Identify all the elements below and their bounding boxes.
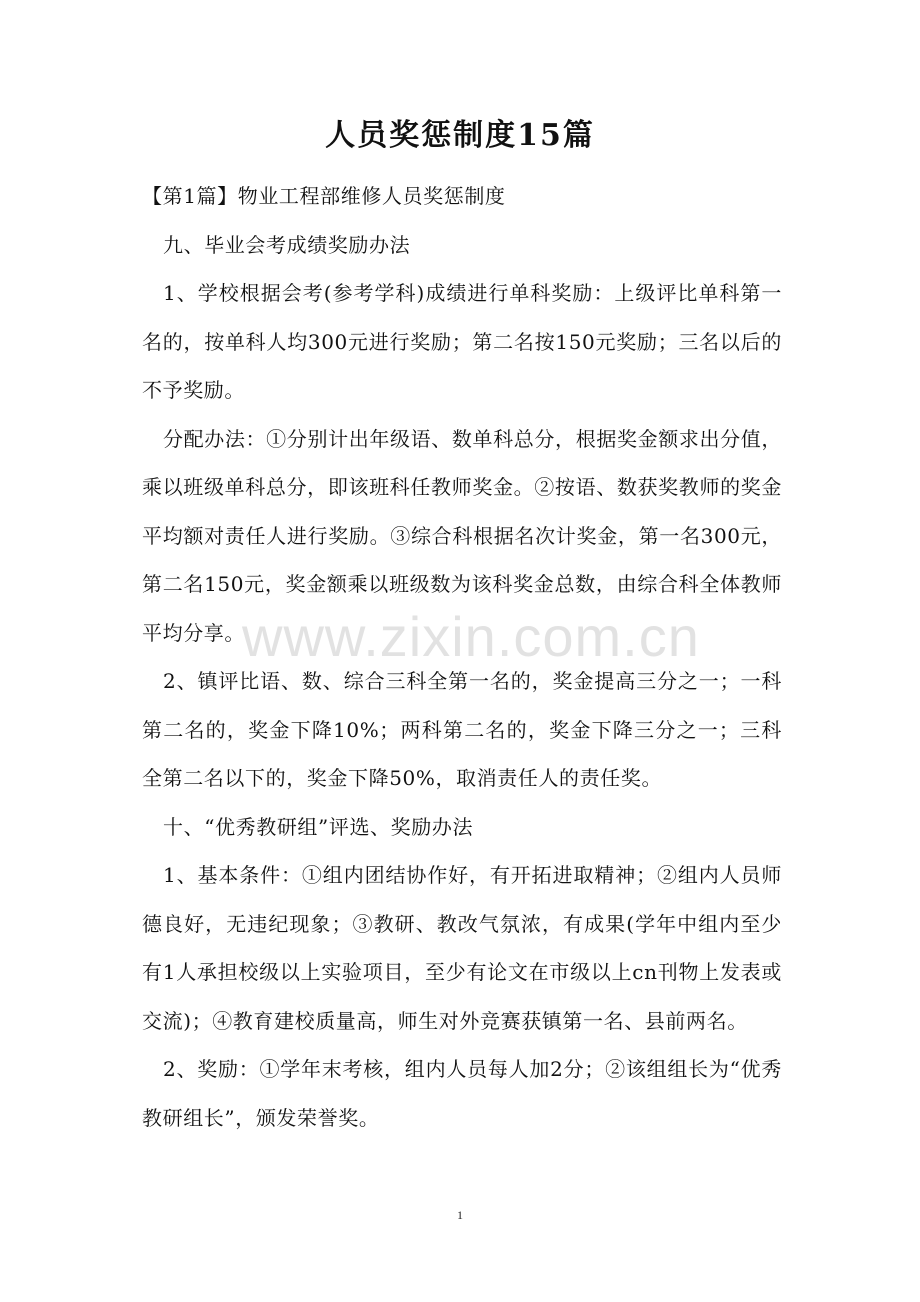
- paragraph: 1、基本条件：①组内团结协作好，有开拓进取精神；②组内人员师德良好，无违纪现象；③教研、教改气氛浓，有成果(学年中组内至少有1人承担校级以上实验项目，至少有论文在市级以上cn刊物上发表或交流)；④教育建校质量高，师生对外竞赛获镇第一名、县前两名。: [142, 863, 782, 1033]
- paragraph: 1、学校根据会考(参考学科)成绩进行单科奖励：上级评比单科第一名的，按单科人均300元进行奖励；第二名按150元奖励；三名以后的不予奖励。: [142, 281, 782, 402]
- paragraph: 2、镇评比语、数、综合三科全第一名的，奖金提高三分之一；一科第二名的，奖金下降10%；两科第二名的，奖金下降三分之一；三科全第二名以下的，奖金下降50%，取消责任人的责任奖。: [142, 669, 782, 790]
- page-number: 1: [457, 1208, 463, 1222]
- paragraph: 分配办法：①分别计出年级语、数单科总分，根据奖金额求出分值，乘以班级单科总分，即该班科任教师奖金。②按语、数获奖教师的奖金平均额对责任人进行奖励。③综合科根据名次计奖金，第一名300元，第二名150元，奖金额乘以班级数为该科奖金总数，由综合科全体教师平均分享。: [142, 426, 782, 645]
- section-heading: 【第1篇】物业工程部维修人员奖惩制度: [142, 184, 506, 208]
- paragraph: 十、“优秀教研组”评选、奖励办法: [163, 814, 474, 839]
- watermark: www.zixin.com.cn: [242, 605, 700, 668]
- paragraph: 九、毕业会考成绩奖励办法: [163, 232, 411, 257]
- paragraph: 2、奖励：①学年末考核，组内人员每人加2分；②该组组长为“优秀教研组长”，颁发荣誉奖。: [142, 1057, 782, 1130]
- document-title: 人员奖惩制度15篇: [325, 118, 595, 153]
